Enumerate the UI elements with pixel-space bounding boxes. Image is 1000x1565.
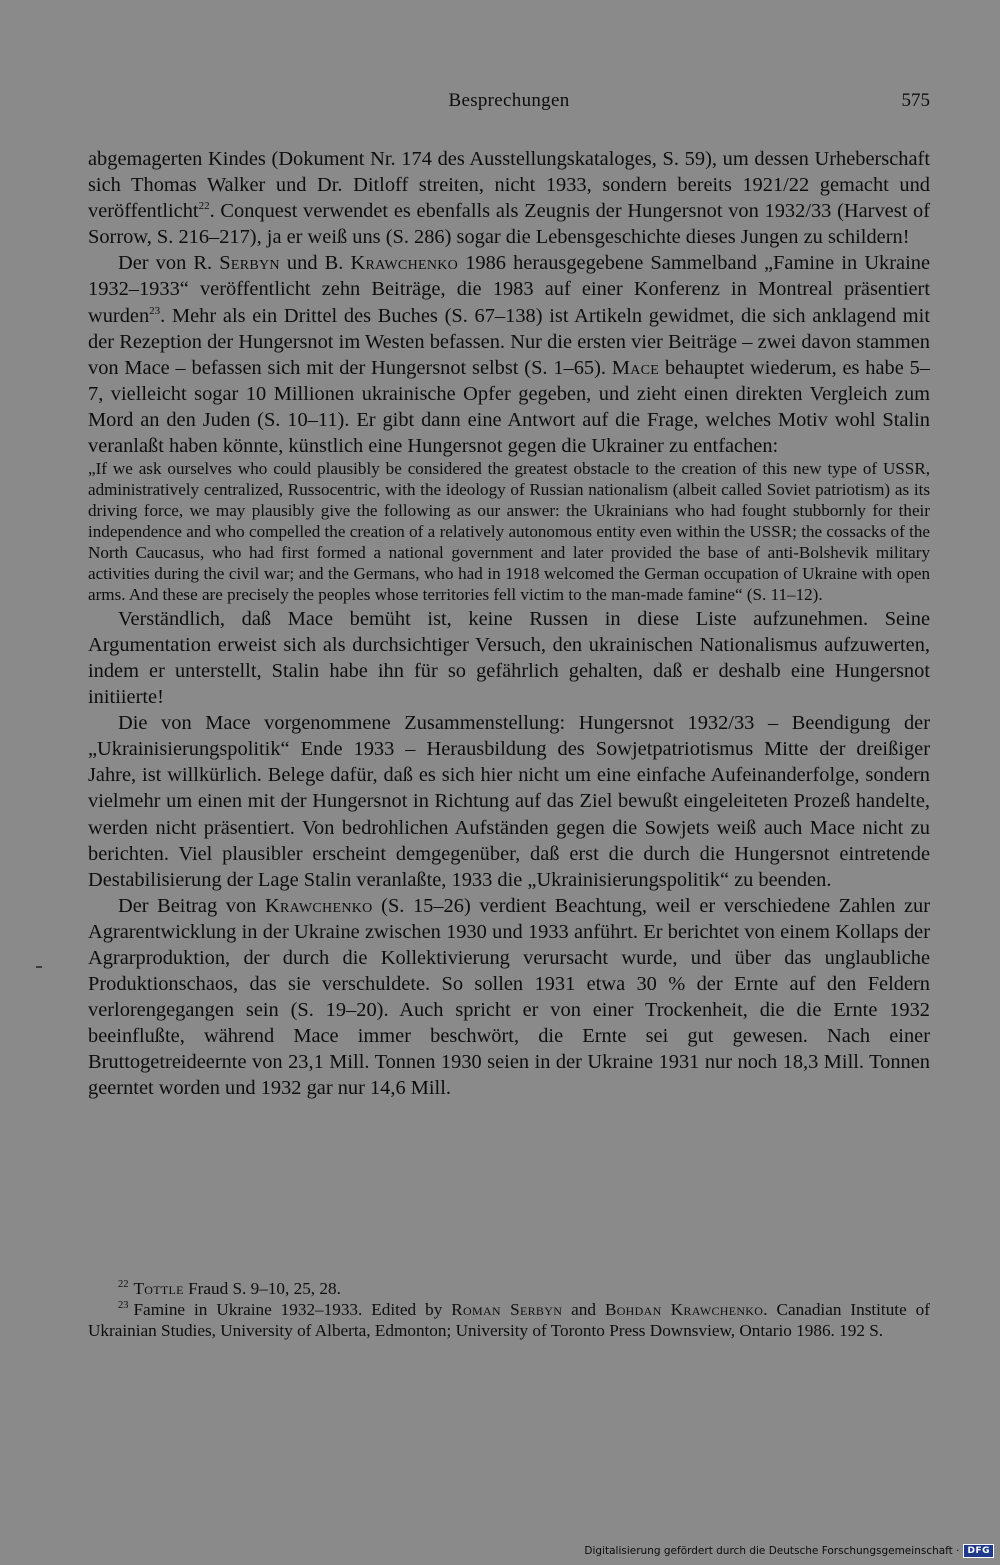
- footnote-23-editor-2: Bohdan Krawchenko: [604, 1300, 764, 1319]
- paragraph-1-text: abgemagerten Kindes (Dokument Nr. 174 des Ausstellungskataloges, S. 59), um dessen Urheberschaft sich Thomas Walker und Dr. Ditloff streiten, nicht 1933, sondern bereits 1921/22 gemacht und veröffentlicht: [88, 148, 930, 223]
- paragraph-2-text: Der von R.: [118, 252, 220, 275]
- body-text: [88, 146, 930, 1102]
- paragraph-2: [88, 250, 930, 459]
- footnote-23-text-b: and: [562, 1300, 605, 1319]
- paragraph-2-text-c: 1986 herausgegebene Sammelband „Famine in Ukraine 1932–1933“ veröffentlicht zehn Beiträge, die 1983 auf einer Konferenz in Montreal präsentiert wurden: [88, 252, 930, 327]
- footnote-22-author: Tottle: [133, 1279, 184, 1298]
- paragraph-5-text: Der Beitrag von: [118, 894, 265, 917]
- paragraph-1-text-cont: . Conquest verwendet es ebenfalls als Zeugnis der Hungersnot von 1932/33 (Harvest of Sorrow, S. 216–217), ja er weiß uns (S. 286) sogar die Lebensgeschichte dieses Jungen zu schildern!: [88, 200, 930, 249]
- footnote-23: [88, 1299, 930, 1341]
- dfg-logo-icon: DFG: [963, 1544, 994, 1558]
- author-krawchenko: Krawchenko: [350, 252, 459, 275]
- paragraph-2-text-b: und B.: [279, 252, 351, 275]
- footnote-23-text-c: . Canadian Institute of Ukrainian Studies, University of Alberta, Edmonton; University of Toronto Press Downsview, Ontario 1986. 192 S.: [88, 1300, 930, 1340]
- paragraph-2-text-e: behauptet wiederum, es habe 5–7, vielleicht sogar 10 Millionen ukrainische Opfer gegeben, und zieht einen direkten Vergleich zum Mord an den Juden (S. 10–11). Er gibt dann eine Antwort auf die Frage, welches Motiv wohl Stalin veranlaßt haben könnte, künstlich eine Hungersnot gegen die Ukrainer zu entfachen:: [88, 356, 930, 458]
- block-quote: „If we ask ourselves who could plausibly be considered the greatest obstacle to the creation of this new type of USSR, administratively centralized, Russocentric, with the ideology of Russian nationalism (albeit called Soviet patriotism) as its driving force, we may plausibly give the following as our answer: the Ukrainians who had fought stubbornly for their independence and who compelled the creation of a relatively autonomous entity even within the USSR; the cossacks of the North Caucasus, who had first formed a national government and later provided the base of anti-Bolshevik military activities during the civil war; and the Germans, who had in 1918 welcomed the German occupation of Ukraine with open arms. And these are precisely the peoples whose territories fell victim to the man-made famine“ (S. 11–12).: [88, 459, 930, 604]
- author-mace: Mace: [611, 356, 660, 379]
- footnote-ref-23: 23: [149, 304, 161, 317]
- page-number: 575: [901, 90, 930, 111]
- paragraph-5: [88, 893, 930, 1102]
- paragraph-4: Die von Mace vorgenommene Zusammenstellung: Hungersnot 1932/33 – Beendigung der „Ukrainisierungspolitik“ Ende 1933 – Herausbildung des Sowjetpatriotismus Mitte der dreißiger Jahre, ist willkürlich. Belege dafür, daß es sich hier nicht um eine einfache Aufeinanderfolge, sondern vielmehr um einen mit der Hungersnot in Richtung auf das Ziel bewußt eingeleiteten Prozeß handelte, werden nicht präsentiert. Von bedrohlichen Aufständen gegen die Sowjets weiß auch Mace nicht zu berichten. Viel plausibler erscheint demgegenüber, daß erst die durch die Hungersnot eintretende Destabilisierung der Lage Stalin veranlaßte, 1933 die „Ukrainisierungspolitik“ zu beenden.: [88, 712, 930, 891]
- running-header: [88, 90, 930, 120]
- paragraph-3: Verständlich, daß Mace bemüht ist, keine Russen in diese Liste aufzunehmen. Seine Argumentation erweist sich als durchsichtiger Versuch, den ukrainischen Nationalismus aufzuwerten, indem er unterstellt, Stalin habe ihn für so gefährlich gehalten, daß er deshalb eine Hungersnot initiierte!: [88, 607, 930, 709]
- digitization-credit: [584, 1543, 994, 1559]
- footnote-22-mark: 22: [118, 1279, 129, 1290]
- footnote-23-mark: 23: [118, 1300, 129, 1311]
- author-krawchenko-2: Krawchenko: [264, 894, 373, 917]
- footnote-23-editor-1: Roman Serbyn: [451, 1300, 563, 1319]
- author-serbyn: Serbyn: [219, 252, 280, 275]
- footnote-22: [88, 1278, 930, 1299]
- footnote-22-text: Fraud S. 9–10, 25, 28.: [183, 1279, 341, 1298]
- credit-text: Digitalisierung gefördert durch die Deutsche Forschungsgemeinschaft ·: [584, 1545, 960, 1557]
- paragraph-5-text-b: (S. 15–26) verdient Beachtung, weil er verschiedene Zahlen zur Agrarentwicklung in der Ukraine zwischen 1930 und 1933 anführt. Er berichtet von einem Kollaps der Agrarproduktion, der durch die Kollektivierung verursacht wurde, und über das unglaubliche Produktionschaos, das sie verschuldete. So sollen 1931 etwa 30 % der Ernte auf den Feldern verlorengegangen sein (S. 19–20). Auch spricht er von einer Trockenheit, die die Ernte 1932 beeinflußte, während Mace immer beschwört, die Ernte sei gut gewesen. Nach einer Bruttogetreideernte von 23,1 Mill. Tonnen 1930 seien in der Ukraine 1931 nur noch 18,3 Mill. Tonnen geerntet worden und 1932 gar nur 14,6 Mill.: [88, 894, 930, 1100]
- margin-mark: [36, 966, 42, 968]
- footnote-ref-22: 22: [198, 200, 210, 213]
- footnotes: [88, 1278, 930, 1341]
- paragraph-2-text-d: . Mehr als ein Drittel des Buches (S. 67–138) ist Artikeln gewidmet, die sich anklagend mit der Rezeption der Hungersnot im Westen befassen. Nur die ersten vier Beiträge – zwei davon stammen von Mace – befassen sich mit der Hungersnot selbst (S. 1–65).: [88, 304, 930, 379]
- running-header-title: Besprechungen: [448, 90, 570, 111]
- paragraph-1: [88, 146, 930, 250]
- footnote-23-text: Famine in Ukraine 1932–1933. Edited by: [133, 1300, 452, 1319]
